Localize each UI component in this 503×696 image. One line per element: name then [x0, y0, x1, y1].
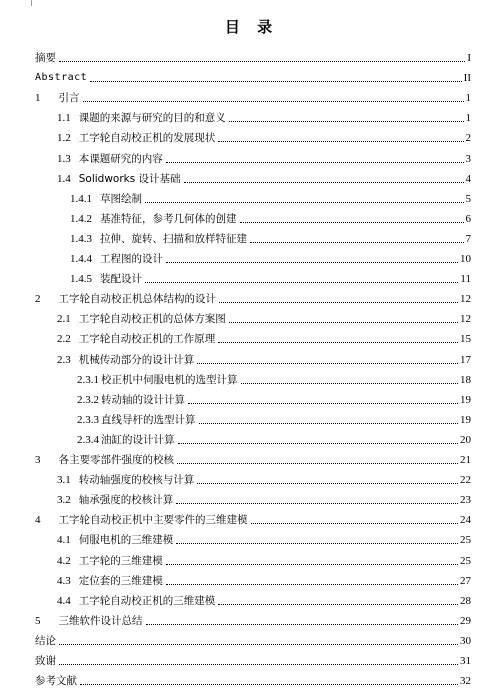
toc-entry-number: 2.3.1 — [77, 373, 99, 386]
toc-entry[interactable] — [57, 588, 471, 608]
toc-entry-page-number: 19 — [460, 393, 471, 406]
toc-entry-number: 1.3 — [57, 152, 71, 165]
toc-entry-title: 定位套的三维建模 — [78, 574, 163, 587]
toc-entry-title: Solidworks 设计基础 — [78, 172, 181, 185]
toc-entry-page-number: 29 — [460, 614, 471, 627]
toc-dot-leader — [229, 322, 458, 323]
toc-entry-number: 1.4.5 — [70, 273, 92, 286]
toc-entry-page-number: 22 — [460, 474, 471, 487]
toc-entry-number: 1.4.3 — [70, 232, 92, 245]
toc-entry-number: 4.3 — [57, 574, 71, 587]
toc-dot-leader — [166, 162, 464, 163]
toc-entry-number: 2.3.4 — [77, 433, 99, 446]
toc-entry[interactable] — [57, 146, 471, 166]
toc-entry-number: 2.3.3 — [77, 413, 99, 426]
toc-entry-number: 1.1 — [57, 112, 71, 125]
toc-dot-leader — [83, 101, 464, 102]
toc-entry-page-number: 1 — [465, 92, 471, 105]
toc-entry-title: 摘要 — [35, 52, 56, 64]
toc-entry[interactable] — [70, 246, 471, 266]
toc-entry[interactable] — [57, 527, 471, 547]
toc-entry-title: 校正机中伺服电机的选型计算 — [101, 373, 238, 386]
toc-entry-page-number: 6 — [465, 212, 471, 225]
toc-entry-title: 工字轮自动校正机的三维建模 — [78, 594, 216, 607]
toc-entry-title: 本课题研究的内容 — [78, 152, 163, 165]
toc-entry-number: 3.2 — [57, 494, 71, 507]
toc-entry-page-number: 24 — [460, 514, 471, 527]
toc-entry[interactable] — [57, 306, 471, 326]
toc-dot-leader — [184, 182, 464, 183]
toc-entry-title: 转动轴的设计计算 — [101, 393, 185, 406]
toc-entry[interactable] — [35, 628, 471, 648]
toc-dot-leader — [177, 463, 458, 464]
toc-entry[interactable] — [57, 347, 471, 367]
toc-entry-page-number: 23 — [460, 494, 471, 507]
toc-entry-page-number: 7 — [465, 232, 471, 245]
toc-entry-page-number: 1 — [465, 112, 471, 125]
toc-entry-title: 工字轮自动校正机中主要零件的三维建模 — [58, 514, 248, 527]
toc-entry-page-number: 19 — [460, 413, 471, 426]
toc-dot-leader — [229, 121, 464, 122]
toc-entry-title: 基准特征，参考几何体的创建 — [100, 212, 237, 225]
toc-entry-page-number: 4 — [465, 172, 471, 185]
toc-dot-leader — [176, 543, 458, 544]
toc-entry-page-number: II — [463, 72, 471, 85]
toc-entry-page-number: 32 — [460, 675, 471, 688]
toc-entry-title: 工字轮自动校正机的工作原理 — [78, 333, 216, 346]
toc-entry[interactable] — [35, 507, 471, 527]
toc-entry-page-number: 27 — [460, 574, 471, 587]
toc-entry[interactable] — [77, 367, 471, 387]
toc-dot-leader — [166, 584, 458, 585]
toc-dot-leader — [218, 604, 458, 605]
toc-entry[interactable] — [35, 648, 471, 668]
toc-entry-title: 工字轮的三维建模 — [78, 554, 163, 567]
toc-entry-number: 1.4.2 — [70, 212, 92, 225]
toc-dot-leader — [218, 141, 463, 142]
toc-entry[interactable] — [77, 407, 471, 427]
toc-entry[interactable] — [70, 206, 471, 226]
toc-entry-title: 各主要零部件强度的校核 — [58, 454, 174, 466]
toc-entry-page-number: 12 — [460, 313, 471, 326]
toc-entry-page-number: 30 — [460, 634, 471, 647]
toc-entry-title: 轴承强度的校核计算 — [78, 494, 174, 507]
toc-entry-title: Abstract — [35, 72, 88, 84]
toc-entry-title: 工字轮自动校正机的发展现状 — [78, 132, 216, 145]
toc-entry[interactable] — [35, 608, 471, 628]
toc-entry-number: 2.3 — [57, 353, 71, 366]
toc-entry[interactable] — [77, 387, 471, 407]
toc-entry-page-number: 12 — [460, 293, 471, 306]
toc-entry[interactable] — [57, 487, 471, 507]
toc-entry-page-number: 11 — [460, 273, 471, 286]
toc-entry-page-number: 5 — [465, 192, 471, 205]
toc-entry[interactable] — [57, 105, 471, 125]
toc-entry-number: 1.4 — [57, 172, 71, 185]
toc-dot-leader — [146, 624, 459, 625]
toc-entry[interactable] — [70, 226, 471, 246]
toc-entry-title: 直线导杆的选型计算 — [101, 413, 196, 426]
toc-dot-leader — [218, 342, 458, 343]
toc-entry[interactable] — [57, 166, 471, 186]
toc-entry-page-number: 21 — [460, 454, 471, 466]
toc-entry-page-number: 20 — [460, 433, 471, 446]
toc-entry-title: 转动轴强度的校核与计算 — [78, 474, 195, 487]
toc-entry[interactable] — [57, 467, 471, 487]
toc-dot-leader — [197, 363, 458, 364]
toc-entry[interactable] — [35, 447, 471, 467]
toc-entry[interactable] — [35, 45, 471, 65]
toc-entry-number: 4.4 — [57, 594, 71, 607]
toc-entry-page-number: 18 — [460, 373, 471, 386]
toc-dot-leader — [241, 383, 459, 384]
toc-dot-leader — [59, 644, 458, 645]
toc-entry[interactable] — [57, 548, 471, 568]
toc-dot-leader — [178, 443, 459, 444]
toc-dot-leader — [145, 202, 464, 203]
toc-entry-title: 工字轮自动校正机总体结构的设计 — [58, 293, 216, 306]
toc-entry-number: 4 — [35, 514, 41, 527]
toc-dot-leader — [251, 523, 459, 524]
toc-dot-leader — [80, 684, 458, 685]
toc-entry-number: 3.1 — [57, 474, 71, 487]
toc-entry[interactable] — [70, 266, 471, 286]
toc-entry-number: 4.2 — [57, 554, 71, 567]
toc-entry-number: 2.1 — [57, 313, 71, 326]
toc-entry-page-number: 2 — [465, 132, 471, 145]
toc-entry-number: 1.4.1 — [70, 192, 92, 205]
toc-entry-title: 草图绘制 — [100, 192, 142, 205]
toc-entry[interactable] — [35, 286, 471, 306]
toc-entry-number: 2.3.2 — [77, 393, 99, 406]
toc-entry-number: 2.2 — [57, 333, 71, 346]
toc-entry-number: 1.2 — [57, 132, 71, 145]
toc-entry-page-number: 10 — [460, 253, 471, 265]
toc-entry[interactable] — [35, 668, 471, 688]
toc-entry[interactable] — [70, 186, 471, 206]
toc-entry-title: 拉伸、旋转、扫描和放样特征建 — [100, 232, 247, 245]
toc-dot-leader — [240, 222, 464, 223]
toc-entry-page-number: 15 — [460, 333, 471, 346]
toc-entry-page-number: I — [467, 52, 471, 64]
page-title: 目 录 — [224, 18, 279, 36]
page-corner-mark — [31, 0, 32, 6]
toc-dot-leader — [166, 564, 458, 565]
toc-entry-title: 引言 — [58, 92, 80, 105]
toc-dot-leader — [250, 242, 464, 243]
toc-dot-leader — [90, 81, 462, 82]
toc-dot-leader — [219, 302, 458, 303]
toc-entry[interactable] — [57, 125, 471, 145]
toc-dot-leader — [166, 262, 458, 263]
toc-entry[interactable] — [57, 568, 471, 588]
toc-entry-title: 结论 — [35, 634, 56, 647]
toc-entry-title: 致谢 — [35, 655, 56, 667]
toc-entry-page-number: 25 — [460, 554, 471, 567]
toc-entry-page-number: 28 — [460, 594, 471, 607]
toc-entry-title: 参考文献 — [35, 675, 77, 688]
toc-entry-title: 装配设计 — [100, 273, 142, 286]
toc-entry-number: 5 — [35, 614, 41, 627]
toc-entry-title: 工字轮自动校正机的总体方案图 — [78, 313, 226, 326]
toc-entry-number: 2 — [35, 293, 41, 306]
toc-dot-leader — [145, 282, 458, 283]
toc-entry[interactable] — [57, 326, 471, 346]
toc-entry-number: 4.1 — [57, 534, 71, 547]
toc-dot-leader — [188, 403, 458, 404]
toc-entry-title: 油缸的设计计算 — [101, 433, 175, 446]
toc-entry-number: 1 — [35, 92, 41, 105]
toc-entry-page-number: 17 — [460, 353, 471, 366]
toc-entry[interactable] — [77, 427, 471, 447]
toc-entry-title: 机械传动部分的设计计算 — [78, 353, 195, 366]
toc-entry[interactable] — [35, 85, 471, 105]
toc-dot-leader — [199, 423, 459, 424]
toc-dot-leader — [59, 61, 465, 62]
toc-entry-number: 1.4.4 — [70, 253, 92, 265]
toc-entry-title: 课题的来源与研究的目的和意义 — [78, 112, 226, 125]
toc-entry-title: 三维软件设计总结 — [58, 614, 143, 627]
toc-entry[interactable] — [35, 65, 471, 85]
toc-dot-leader — [176, 503, 458, 504]
toc-entry-title: 伺服电机的三维建模 — [78, 534, 174, 547]
toc-entry-page-number: 31 — [460, 655, 471, 667]
toc-entry-page-number: 25 — [460, 534, 471, 547]
toc-entry-title: 工程图的设计 — [100, 253, 163, 265]
toc-dot-leader — [197, 483, 458, 484]
toc-entry-number: 3 — [35, 454, 41, 466]
toc-dot-leader — [59, 664, 458, 665]
toc-entry-page-number: 3 — [465, 152, 471, 165]
